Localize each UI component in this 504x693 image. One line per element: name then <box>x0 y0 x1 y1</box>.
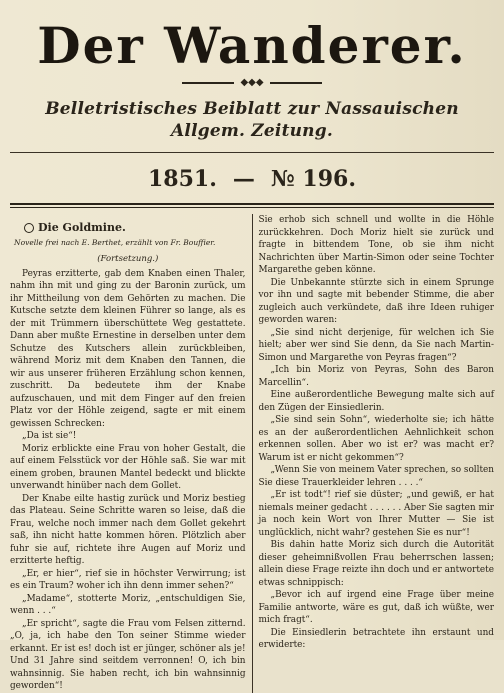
paragraph: Eine außerordentliche Bewegung malte sich auf den Zügen der Einsiedlerin. <box>258 390 494 413</box>
story-title-text: Die Goldmine. <box>38 221 126 234</box>
paragraph: „Ich bin Moriz von Peyras, Sohn des Baron Marcellin“. <box>258 365 494 388</box>
paragraph: „Er, er hier“, rief sie in höchster Verwirrung; ist es ein Traum? woher ich ihn denn immer sehen?“ <box>10 568 246 591</box>
paragraph: „Bevor ich auf irgend eine Frage über meine Familie antworte, wäre es gut, daß ich wüßte, wer mich fragt“. <box>258 590 494 625</box>
masthead <box>10 0 494 142</box>
right-column <box>252 214 494 693</box>
paragraph: Der Knabe eilte hastig zurück und Moriz bestieg das Plateau. Seine Schritte waren so leise, daß die Frau, welche noch immer nach dem Gollet gekehrt saß, ihn nicht hatte kommen hören. Plötzlich aber fuhr sie auf, richtete ihre Augen auf Moriz und erzitterte heftig. <box>10 493 246 566</box>
paragraph: Bis dahin hatte Moriz sich durch die Autorität dieser geheimnißvollen Frau beherrschen lassen; allein diese Frage reizte ihn doch und er antwortete etwas schnippisch: <box>258 540 494 588</box>
story-byline: Novelle frei nach E. Berthet, erzählt von Fr. Bouffier. <box>14 237 216 247</box>
newspaper-title: Der Wanderer. <box>37 16 467 75</box>
issue-number: № 196. <box>270 166 357 192</box>
paragraph: „Sie sind nicht derjenige, für welchen ich Sie hielt; aber wer sind Sie denn, da Sie nach Martin-Simon und Margarethe von Peyras fragen“? <box>258 327 494 363</box>
rule <box>10 152 494 153</box>
title-ornament: ◆◆◆ <box>182 78 322 88</box>
issue-dash: — <box>232 166 255 192</box>
paragraph: Die Unbekannte stürzte sich in einem Sprunge vor ihn und sagte mit bebender Stimme, die aber zugleich auch verkündete, daß ihre Ideen ruhiger geworden waren: <box>258 277 494 325</box>
issue-year: 1851. <box>147 166 217 192</box>
paragraph: „Wenn Sie von meinem Vater sprechen, so sollten Sie diese Trauerkleider lehren . . . .“ <box>258 465 494 488</box>
paragraph: „Da ist sie“! <box>22 431 77 441</box>
article-columns <box>10 214 494 693</box>
double-rule <box>10 203 494 208</box>
paragraph: Moriz erblickte eine Frau von hoher Gestalt, die auf einem Felsstück vor der Höhle saß. Sie war mit einem groben, braunen Mantel bedeckt und blickte unverwandt hinüber nach dem Gollet. <box>10 443 246 491</box>
paragraph: Peyras erzitterte, gab dem Knaben einen Thaler, nahm ihn mit und ging zu der Baronin zurück, um ihr Mittheilung von dem Gehörten zu machen. Die Kutsche setzte dem kleinen Führer so lange, als es der mit Trümmern überschüttete Weg gestattete. Dann aber mußte Ernestine in derselben unter dem Schutze des Kutschers allein zurückbleiben, während Moriz mit dem Knaben den Tannen, die wir aus unserer früheren Erzählung schon kennen, zuschritt. Da bedeutete ihm der Knabe aufzuschauen, und mit dem Finger auf den freien Platz vor der Höhle zeigend, sagte er mit einem gewissen Schrecken: <box>10 268 246 429</box>
paragraph: „Er ist todt“! rief sie düster; „und gewiß, er hat niemals meiner gedacht . . . . . . Aber Sie sagten mir ja noch kein Wort von Ihrer Mutter — Sie ist unglücklich, nicht wahr? gestehen Sie es nur“! <box>258 490 494 538</box>
paragraph: „Madame“, stotterte Moriz, „entschuldigen Sie, wenn . . .“ <box>10 593 246 616</box>
story-title <box>24 222 246 235</box>
issue-line <box>10 163 494 195</box>
paragraph: Die Einsiedlerin betrachtete ihn erstaunt und erwiderte: <box>258 627 494 650</box>
continuation-note: (Fortsetzung.) <box>97 254 159 264</box>
left-column <box>10 214 252 693</box>
paragraph: „Sie sind sein Sohn“, wiederholte sie; ich hätte es an der außerordentlichen Aehnlichkeit schon erkennen sollen. Aber wo ist er? was macht er? Warum ist er nicht gekommen“? <box>258 415 494 463</box>
paragraph: Sie erhob sich schnell und wollte in die Höhle zurückkehren. Doch Moriz hielt sie zurück und fragte in bittendem Tone, ob sie ihm nicht Nachrichten über Martin-Simon oder seine Tochter Margarethe geben könne. <box>258 215 494 275</box>
newspaper-subtitle: Belletristisches Beiblatt zur Nassauischen Allgem. Zeitung. <box>45 99 459 141</box>
paragraph: „Er spricht“, sagte die Frau vom Felsen zitternd. „O, ja, ich habe den Ton seiner Stimme wieder erkannt. Er ist es! doch ist er jünger, schöner als je! Und 31 Jahre sind seitdem verronnen! O, ich bin wahnsinnig. Sie haben recht, ich bin wahnsinnig geworden“! <box>10 618 246 691</box>
circle-icon <box>24 223 34 233</box>
